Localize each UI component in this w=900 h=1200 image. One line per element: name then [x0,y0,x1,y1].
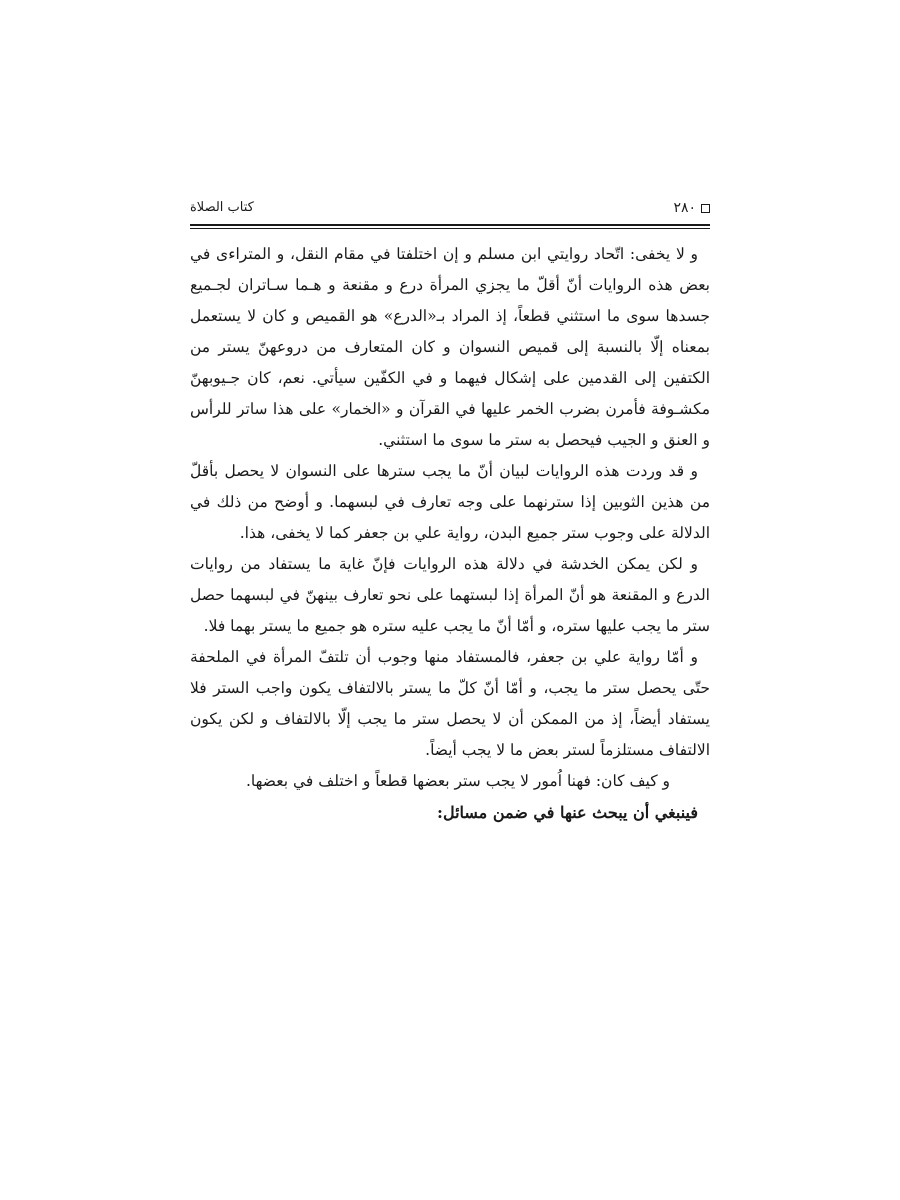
paragraph-5: و كيف كان: فهنا اُمور لا يجب ستر بعضها قطعاً و اختلف في بعضها. [245,772,670,790]
header-rule-thin [190,228,710,229]
page-number: ٢٨٠ [673,200,696,216]
paragraph-3: و لكن يمكن الخدشة في دلالة هذه الروايات فإنّ غاية ما يستفاد من روايات الدرع و المقنعة هو أنّ المرأة إذا لبستهما على نحو تعارف بينهنّ في لبسهما حصل ستر ما يجب عليها ستره، و أمّا أنّ ما يجب عليه ستره هو جميع ما يستر بهما فلا. [190,555,710,635]
hollow-square-icon [701,204,710,213]
book-title: كتاب الصلاة [190,200,254,215]
page-number-block [673,200,710,216]
header-rule-thick [190,224,710,226]
paragraph-1: و لا يخفى: اتّحاد روايتي ابن مسلم و إن اختلفتا في مقام النقل، و المتراءى في بعض هذه الروايات أنّ أقلّ ما يجزي المرأة درع و مقنعة و هـما سـاتران لجـميع جسدها سوى ما استثني قطعاً، إذ المراد بـ«الدرع» هو القميص و كان لا يستعمل بمعناه إلّا بالنسبة إلى قميص النسوان و كان المتعارف من دروعهنّ يستر من الكتفين إلى القدمين على إشكال فيهما و في الكفّين سيأتي. نعم، كان جـيوبهنّ مكشـوفة فأمرن بضرب الخمر عليها في القرآن و «الخمار» على هذا ساتر للرأس و العنق و الجيب فيحصل به ستر ما سوى ما استثني. [190,245,710,449]
paragraph-4: و أمّا رواية علي بن جعفر، فالمستفاد منها وجوب أن تلتفّ المرأة في الملحفة حتّى يحصل ستر ما يجب، و أمّا أنّ كلّ ما يستر بالالتفاف يكون واجب الستر فلا يستفاد أيضاً، إذ من الممكن أن لا يحصل ستر ما يجب إلّا بالالتفاف و لكن يكون الالتفاف مستلزماً لستر بعض ما لا يجب أيضاً. [190,648,710,759]
closing-heading: فينبغي أن يبحث عنها في ضمن مسائل: [437,803,698,822]
running-header [190,196,710,222]
paragraph-2: و قد وردت هذه الروايات لبيان أنّ ما يجب سترها على النسوان لا يحصل بأقلّ من هذين الثوبين إذا سترنهما على وجه تعارف في لبسهما. و أوضح من ذلك في الدلالة على وجوب ستر جميع البدن، رواية علي بن جعفر كما لا يخفى، هذا. [190,462,710,542]
book-page [190,196,710,828]
body-text [190,239,710,828]
